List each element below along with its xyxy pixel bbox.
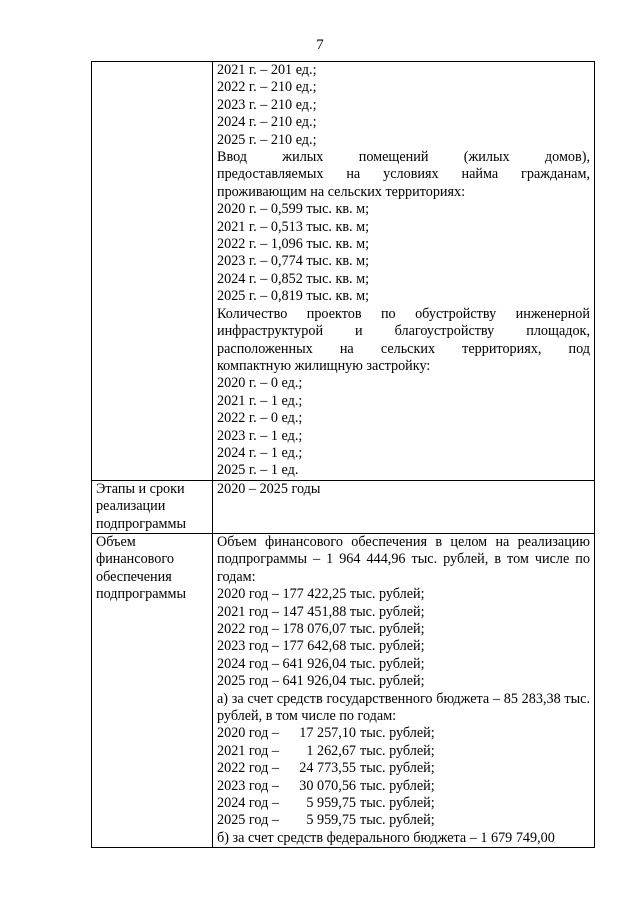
list-item: 2020 г. – 0,599 тыс. кв. м;: [217, 201, 370, 218]
state-budget-row: [217, 795, 590, 812]
state-budget-row: [217, 743, 590, 760]
list-item: 2025 г. – 1 ед.: [217, 462, 299, 479]
amount-unit: тыс. рублей;: [360, 725, 435, 742]
projects-indicator-title: инфраструктурой и благоустройству площадок,: [217, 323, 590, 340]
housing-indicator-title: Ввод жилых помещений (жилых домов),: [217, 149, 590, 166]
list-item: 2023 год – 177 642,68 тыс. рублей;: [217, 638, 425, 655]
list-item: 2024 год – 641 926,04 тыс. рублей;: [217, 655, 425, 672]
state-budget-row: [217, 778, 590, 795]
projects-indicator-title: Количество проектов по обустройству инженерной: [217, 305, 590, 322]
list-item: 2024 г. – 1 ед.;: [217, 444, 303, 461]
table-row-stages: [92, 480, 595, 533]
financing-label: Объем финансового обеспечения подпрограммы: [92, 533, 213, 847]
year-label: 2020 год –: [217, 725, 279, 742]
amount-unit: тыс. рублей;: [360, 812, 435, 829]
list-item: 2023 г. – 210 ед.;: [217, 96, 317, 113]
passport-table: [91, 61, 595, 848]
financing-cell: [213, 533, 595, 847]
amount-value: 17 257,10: [299, 725, 356, 742]
amount-unit: тыс. рублей;: [360, 777, 435, 794]
year-label: 2023 год –: [217, 777, 279, 794]
financing-intro: Объем финансового обеспечения в целом на реализацию подпрограммы – 1 964 444,96 тыс. рублей, в том числе по годам:: [217, 533, 590, 585]
list-item: 2023 г. – 0,774 тыс. кв. м;: [217, 253, 370, 270]
list-item: 2022 год – 178 076,07 тыс. рублей;: [217, 621, 425, 637]
table-row-financing: [92, 533, 595, 847]
stages-value: 2020 – 2025 годы: [213, 480, 595, 533]
year-label: 2022 год –: [217, 760, 279, 777]
amount-unit: тыс. рублей;: [360, 795, 435, 812]
list-item: 2022 г. – 210 ед.;: [217, 79, 317, 96]
housing-indicator-title: предоставляемых на условиях найма гражданам,: [217, 166, 590, 183]
indicators-cell: [213, 62, 595, 481]
amount-value: 5 959,75: [306, 812, 356, 829]
amount-value: 1 262,67: [306, 742, 356, 759]
list-item: 2020 год – 177 422,25 тыс. рублей;: [217, 586, 425, 603]
state-budget-row: [217, 812, 590, 829]
projects-indicator-title: компактную жилищную застройку:: [217, 357, 431, 374]
list-item: 2024 г. – 210 ед.;: [217, 114, 317, 131]
list-item: 2021 г. – 1 ед.;: [217, 392, 303, 409]
list-item: 2024 г. – 0,852 тыс. кв. м;: [217, 270, 370, 287]
list-item: 2021 г. – 201 ед.;: [217, 62, 317, 78]
federal-budget-line: б) за счет средств федерального бюджета – 1 679 749,00: [217, 829, 555, 846]
stages-label: Этапы и сроки реализации подпрограммы: [92, 480, 213, 533]
amount-unit: тыс. рублей;: [360, 742, 435, 759]
projects-indicator-title: расположенных на сельских территориях, под: [217, 340, 590, 357]
page-number: 7: [316, 37, 324, 53]
list-item: 2021 год – 147 451,88 тыс. рублей;: [217, 603, 425, 620]
amount-value: 24 773,55: [299, 760, 356, 777]
year-label: 2025 год –: [217, 812, 279, 829]
list-item: 2025 год – 641 926,04 тыс. рублей;: [217, 673, 425, 690]
list-item: 2025 г. – 210 ед.;: [217, 131, 317, 148]
state-budget-row: [217, 760, 590, 777]
amount-unit: тыс. рублей;: [360, 760, 435, 777]
amount-value: 30 070,56: [299, 777, 356, 794]
state-budget-intro: а) за счет средств государственного бюджета – 85 283,38 тыс. рублей, в том числе по годам:: [217, 690, 590, 725]
row-label-empty: [92, 62, 213, 481]
state-budget-row: [217, 725, 590, 742]
list-item: 2022 г. – 0 ед.;: [217, 410, 303, 427]
amount-value: 5 959,75: [306, 795, 356, 812]
list-item: 2022 г. – 1,096 тыс. кв. м;: [217, 236, 370, 253]
list-item: 2020 г. – 0 ед.;: [217, 375, 303, 392]
housing-indicator-title: проживающим на сельских территориях:: [217, 183, 466, 200]
list-item: 2023 г. – 1 ед.;: [217, 427, 303, 444]
list-item: 2025 г. – 0,819 тыс. кв. м;: [217, 288, 370, 305]
table-row-indicators: [92, 62, 595, 481]
year-label: 2024 год –: [217, 795, 279, 812]
year-label: 2021 год –: [217, 742, 279, 759]
list-item: 2021 г. – 0,513 тыс. кв. м;: [217, 218, 370, 235]
